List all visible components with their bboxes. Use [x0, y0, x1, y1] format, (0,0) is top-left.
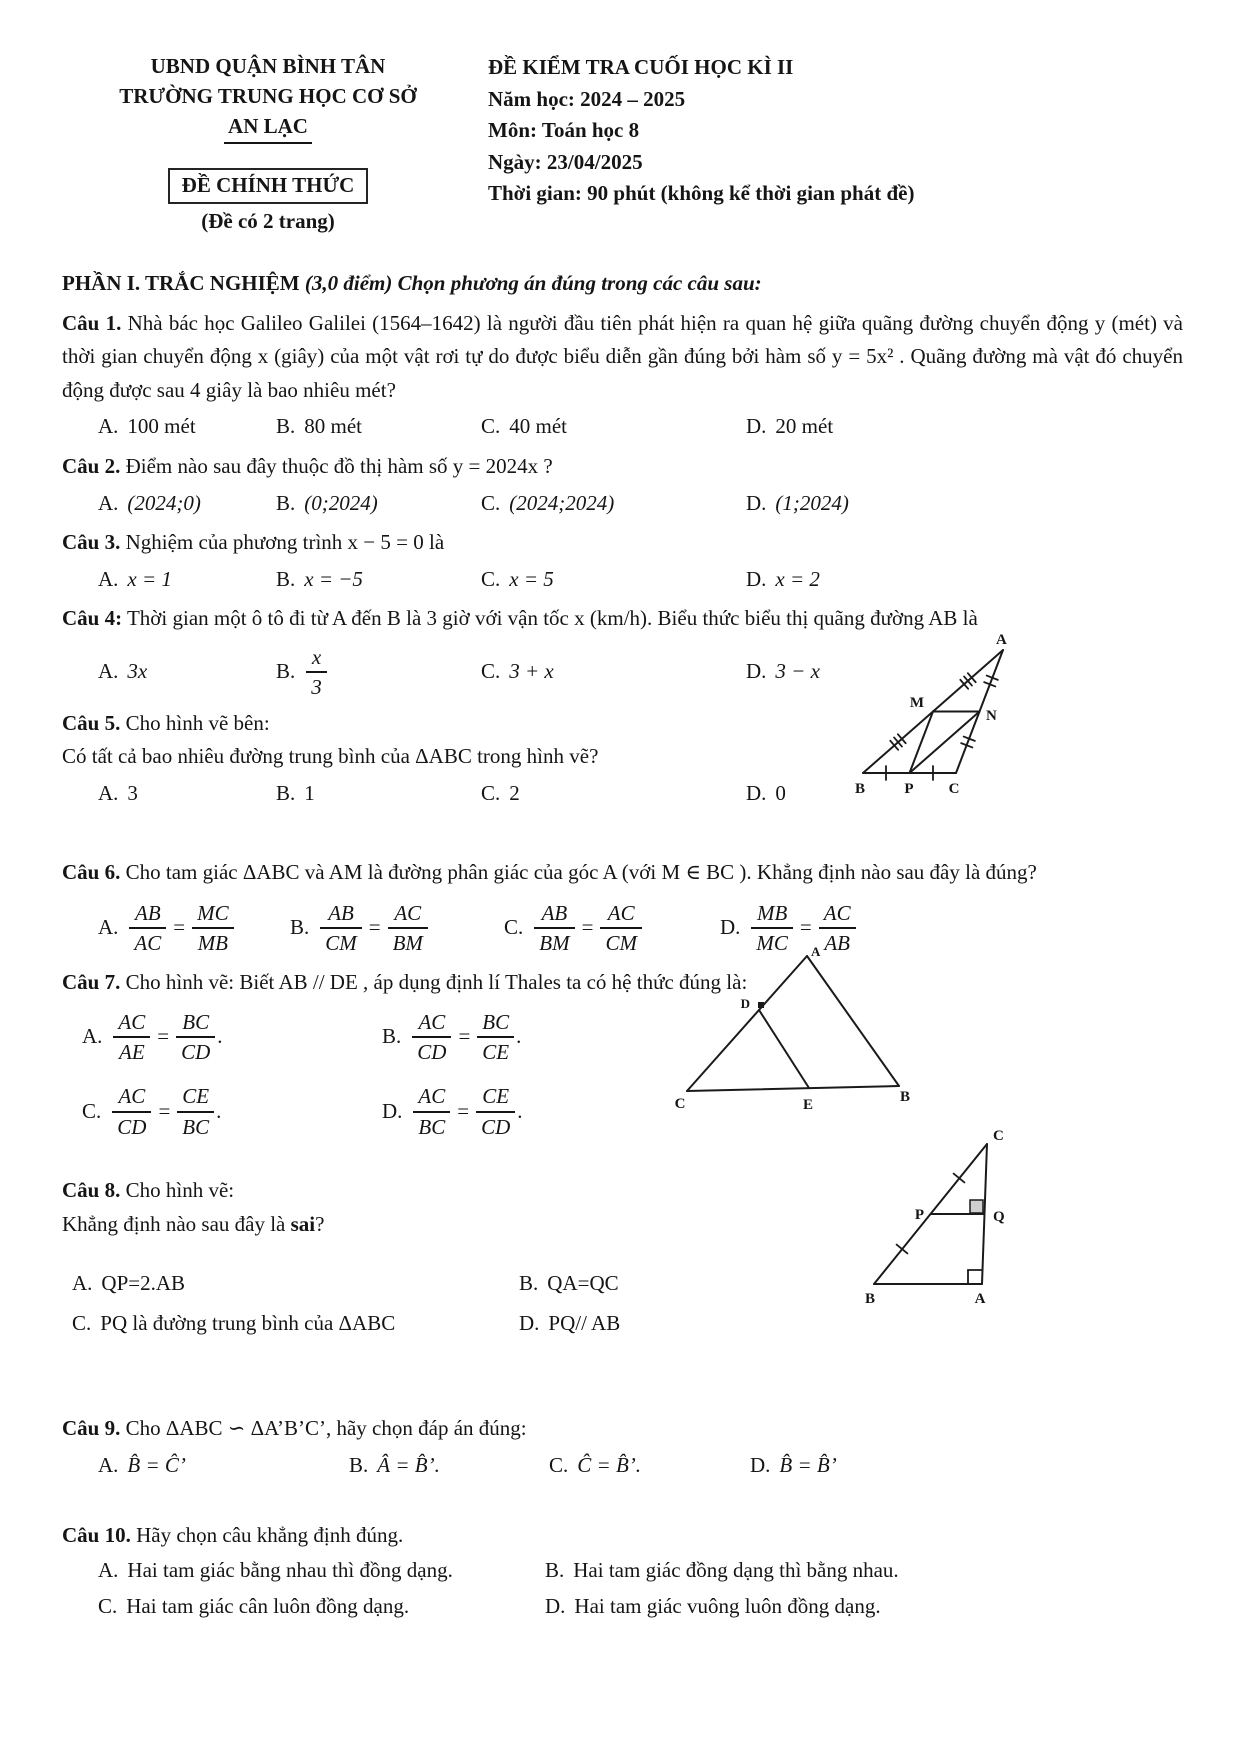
question-5-body: Có tất cả bao nhiêu đường trung bình của ΔABC trong hình vẽ? — [62, 744, 599, 769]
fraction-denominator: CD — [417, 1040, 447, 1065]
fraction-numerator: MC — [192, 900, 234, 929]
question-2-options — [62, 487, 1183, 521]
header-issuer-block — [62, 52, 474, 237]
fraction — [112, 1083, 151, 1140]
question-9-options — [62, 1449, 1183, 1483]
option-key: C. — [481, 780, 501, 805]
fraction-denominator: BM — [539, 931, 570, 956]
fraction — [113, 1009, 150, 1066]
question-8-body-pre: Khẳng định nào sau đây là — [62, 1211, 291, 1236]
option-key: C. — [481, 566, 501, 591]
option-key: A. — [98, 1558, 119, 1583]
fraction-denominator: AE — [119, 1040, 145, 1065]
question-2 — [62, 450, 1183, 520]
part1-heading — [62, 267, 1183, 301]
exam-title: ĐỀ KIỂM TRA CUỐI HỌC KÌ II — [488, 55, 794, 79]
question-7-label: Câu 7. — [62, 970, 121, 995]
question-7-body: Cho hình vẽ: Biết AB // DE , áp dụng định lí Thales ta có hệ thức đúng là: — [125, 970, 748, 995]
official-exam-stamp: ĐỀ CHÍNH THỨC — [168, 168, 369, 204]
option-3a — [98, 563, 276, 597]
question-7-figure-thales-triangle — [662, 946, 922, 1116]
option-key: B. — [276, 414, 296, 439]
option-text: x = 1 — [127, 566, 172, 591]
vertex-label-m: M — [909, 695, 924, 711]
question-7-options — [62, 1009, 702, 1140]
fraction-numerator: AC — [412, 1009, 451, 1038]
option-4a — [98, 655, 276, 689]
fraction — [477, 1009, 514, 1066]
subject: Môn: Toán học 8 — [488, 118, 640, 142]
option-key: B. — [349, 1452, 369, 1477]
question-1-text — [62, 307, 1183, 408]
question-4-label: Câu 4: — [62, 606, 123, 631]
part1-subtitle: (3,0 điểm) Chọn phương án đúng trong các câu sau: — [304, 271, 762, 296]
option-key: D. — [746, 414, 767, 439]
option-text: 80 mét — [304, 414, 363, 439]
option-key: A. — [98, 566, 119, 591]
option-10b — [545, 1554, 1183, 1588]
question-10-text — [62, 1519, 1183, 1553]
question-10 — [62, 1519, 1183, 1624]
question-5-figure-triangle-midsegments — [838, 628, 1053, 803]
option-1a — [98, 410, 276, 444]
option-key: B. — [276, 490, 296, 515]
fraction — [413, 1083, 450, 1140]
official-stamp-wrap — [62, 168, 474, 204]
fraction-denominator: CM — [605, 931, 637, 956]
vertex-label-b: B — [854, 781, 866, 797]
vertex-label-a: A — [996, 632, 1007, 648]
option-text: 100 mét — [127, 414, 196, 439]
option-text: Hai tam giác cân luôn đồng dạng. — [126, 1593, 410, 1618]
option-key: B. — [382, 1024, 402, 1049]
question-8-body-post: ? — [315, 1211, 325, 1236]
fraction — [177, 1083, 214, 1140]
option-8c — [72, 1307, 519, 1341]
fraction-denominator: CD — [181, 1040, 211, 1065]
option-7a — [82, 1009, 382, 1066]
option-key: A. — [98, 490, 119, 515]
option-key: D. — [519, 1310, 540, 1335]
option-key: B. — [519, 1271, 539, 1296]
question-10-label: Câu 10. — [62, 1522, 131, 1547]
option-key: C. — [481, 490, 501, 515]
option-key: D. — [750, 1452, 771, 1477]
option-text: 2 — [509, 780, 520, 805]
option-text: Â = B̂’. — [377, 1452, 440, 1477]
equals-sign: = — [458, 1024, 471, 1049]
fraction-numerator: AC — [819, 900, 856, 929]
fraction-denominator: CE — [482, 1040, 510, 1065]
option-key: B. — [276, 780, 296, 805]
header-exam-info-block — [488, 52, 914, 237]
fraction — [534, 900, 574, 957]
fraction-numerator: MB — [751, 900, 793, 929]
equals-sign: = — [157, 1024, 170, 1049]
fraction-numerator: AC — [388, 900, 428, 929]
equals-sign: = — [457, 1098, 470, 1123]
document-header — [62, 52, 1183, 237]
question-7-text — [62, 966, 1183, 1000]
page-count-note: (Đề có 2 trang) — [201, 209, 335, 234]
option-key: B. — [290, 915, 310, 940]
question-1 — [62, 307, 1183, 444]
equals-sign: = — [158, 1098, 171, 1123]
option-key: C. — [481, 659, 501, 684]
question-3-text — [62, 526, 1183, 560]
option-9a — [98, 1449, 349, 1483]
fraction-denominator: MB — [197, 931, 229, 956]
part1-title: PHẦN I. TRẮC NGHIỆM — [62, 271, 300, 296]
vertex-label-p: P — [904, 781, 914, 797]
option-text: Ĉ = B̂’. — [577, 1452, 642, 1477]
fraction-denominator: BC — [418, 1114, 446, 1139]
option-8d — [519, 1307, 1183, 1341]
question-3-options — [62, 563, 1183, 597]
question-6-text — [62, 856, 1183, 890]
question-5-label: Câu 5. — [62, 710, 121, 735]
question-10-options-row2 — [62, 1590, 1183, 1624]
option-key: A. — [98, 414, 119, 439]
fraction-numerator: CE — [476, 1083, 515, 1112]
option-key: C. — [98, 1593, 118, 1618]
question-8-body-em: sai — [290, 1211, 316, 1236]
option-text: PQ là đường trung bình của ΔABC — [100, 1310, 396, 1335]
option-key: A. — [72, 1271, 93, 1296]
option-key: C. — [72, 1310, 92, 1335]
fraction — [600, 900, 642, 957]
option-text: 0 — [775, 780, 786, 805]
fraction-numerator: AB — [534, 900, 574, 929]
fraction-denominator: CD — [481, 1114, 511, 1139]
right-angle-mark-q — [970, 1200, 983, 1213]
fraction-numerator: x — [306, 644, 327, 673]
fraction-denominator: AB — [824, 931, 851, 956]
option-text: B̂ = B̂’ — [779, 1452, 837, 1477]
issuer-line1: UBND QUẬN BÌNH TÂN — [150, 54, 386, 78]
option-text: x = −5 — [304, 566, 363, 591]
option-text: 1 — [304, 780, 315, 805]
equals-sign: = — [799, 915, 812, 940]
option-9d — [750, 1449, 1183, 1483]
vertex-label-b: B — [864, 1291, 876, 1307]
issuer-line3 — [62, 112, 474, 145]
option-suffix: . — [216, 1098, 222, 1123]
fraction — [192, 900, 234, 957]
option-text: x = 5 — [509, 566, 554, 591]
option-text: 3 — [127, 780, 138, 805]
option-6b — [290, 900, 504, 957]
vertex-label-b: B — [899, 1089, 911, 1105]
option-key: C. — [549, 1452, 569, 1477]
question-9-text — [62, 1412, 1183, 1446]
issuer-line2: TRƯỜNG TRUNG HỌC CƠ SỞ — [119, 83, 417, 108]
question-6 — [62, 856, 1183, 956]
option-9c — [549, 1449, 750, 1483]
fraction-numerator: AB — [320, 900, 362, 929]
question-6-options — [62, 900, 1183, 957]
option-key: D. — [545, 1593, 566, 1618]
question-2-label: Câu 2. — [62, 454, 121, 479]
option-5b — [276, 777, 481, 811]
school-year: Năm học: 2024 – 2025 — [488, 86, 686, 111]
fraction-denominator: 3 — [311, 675, 322, 700]
option-key: D. — [720, 915, 741, 940]
option-key: C. — [82, 1098, 102, 1123]
option-key: A. — [82, 1024, 103, 1049]
option-1d — [746, 410, 1183, 444]
fraction-denominator: MC — [756, 931, 788, 956]
fraction — [129, 900, 166, 957]
option-10c — [98, 1590, 545, 1624]
option-key: D. — [746, 566, 767, 591]
fraction — [306, 644, 327, 701]
right-angle-mark-a — [968, 1270, 983, 1284]
question-1-body: Nhà bác học Galileo Galilei (1564–1642) là người đầu tiên phát hiện ra quan hệ giữa quãng đường chuyển động y (mét) và thời gian chuyển động x (giây) của một vật rơi tự do được biểu diễn gần đúng bởi hàm số y = 5x² . Quãng đường mà vật đó chuyển động được sau 4 giây là bao nhiêu mét? — [62, 310, 1184, 402]
option-4c — [481, 655, 746, 689]
fraction-numerator: AB — [129, 900, 166, 929]
fraction-numerator: CE — [177, 1083, 214, 1112]
equals-sign: = — [368, 915, 381, 940]
option-text: QP=2.AB — [101, 1271, 186, 1296]
option-key: A. — [98, 659, 119, 684]
fraction — [388, 900, 428, 957]
option-8a — [72, 1267, 519, 1301]
question-4-body: Thời gian một ô tô đi từ A đến B là 3 giờ với vận tốc x (km/h). Biểu thức biểu thị quãng đường AB là — [126, 606, 978, 631]
option-3d — [746, 563, 1183, 597]
question-10-body: Hãy chọn câu khẳng định đúng. — [136, 1522, 404, 1547]
option-6a — [98, 900, 290, 957]
option-2a — [98, 487, 276, 521]
fraction — [476, 1083, 515, 1140]
option-text: x = 2 — [775, 566, 820, 591]
option-key: B. — [276, 566, 296, 591]
school-name: AN LẠC — [224, 112, 312, 145]
question-2-body: Điểm nào sau đây thuộc đồ thị hàm số y = 2024x ? — [125, 454, 553, 479]
vertex-label-p: P — [914, 1207, 924, 1223]
question-7 — [62, 966, 1183, 1140]
option-10a — [98, 1554, 545, 1588]
option-key: D. — [746, 659, 767, 684]
option-2b — [276, 487, 481, 521]
option-key: C. — [481, 414, 501, 439]
option-7b — [382, 1009, 702, 1066]
option-text: Hai tam giác vuông luôn đồng dạng. — [574, 1593, 881, 1618]
option-suffix: . — [517, 1098, 523, 1123]
question-9-label: Câu 9. — [62, 1416, 121, 1441]
option-key: D. — [746, 780, 767, 805]
option-key: C. — [504, 915, 524, 940]
option-suffix: . — [516, 1024, 522, 1049]
option-1b — [276, 410, 481, 444]
option-suffix: . — [217, 1024, 223, 1049]
vertex-label-c: C — [948, 781, 960, 797]
question-1-label: Câu 1. — [62, 310, 122, 335]
option-text: (0;2024) — [304, 490, 378, 515]
option-key: B. — [545, 1558, 565, 1583]
option-text: (2024;2024) — [509, 490, 615, 515]
fraction-numerator: AC — [600, 900, 642, 929]
fraction — [412, 1009, 451, 1066]
option-7c — [82, 1083, 382, 1140]
question-3-label: Câu 3. — [62, 530, 121, 555]
option-text: Hai tam giác bằng nhau thì đồng dạng. — [127, 1558, 453, 1583]
question-7-options-row2 — [62, 1083, 702, 1140]
option-text: 3x — [127, 659, 148, 684]
option-2c — [481, 487, 746, 521]
fraction-numerator: BC — [176, 1009, 215, 1038]
fraction-denominator: BM — [392, 931, 423, 956]
question-3-body: Nghiệm của phương trình x − 5 = 0 là — [125, 530, 445, 555]
option-5a — [98, 777, 276, 811]
option-key: A. — [98, 915, 119, 940]
option-1c — [481, 410, 746, 444]
question-8-intro-text: Cho hình vẽ: — [125, 1177, 235, 1202]
option-text: (1;2024) — [775, 490, 849, 515]
question-6-body: Cho tam giác ΔABC và AM là đường phân giác của góc A (với M ∈ BC ). Khẳng định nào sau đây là đúng? — [125, 860, 1037, 885]
fraction-numerator: AC — [112, 1083, 151, 1112]
option-3c — [481, 563, 746, 597]
fraction-numerator: BC — [477, 1009, 514, 1038]
fraction-denominator: AC — [134, 931, 162, 956]
option-key: D. — [746, 490, 767, 515]
option-8b — [519, 1267, 1183, 1301]
option-text: PQ// AB — [548, 1310, 621, 1335]
option-text: 20 mét — [775, 414, 834, 439]
vertex-label-a: A — [811, 946, 821, 959]
question-5-intro-text: Cho hình vẽ bên: — [125, 710, 270, 735]
option-text: 3 − x — [775, 659, 820, 684]
vertex-label-a: A — [974, 1291, 986, 1307]
option-4b — [276, 644, 481, 701]
question-8-label: Câu 8. — [62, 1177, 121, 1202]
option-7d — [382, 1083, 702, 1140]
question-3 — [62, 526, 1183, 596]
question-10-options-row1 — [62, 1554, 1183, 1588]
exam-date: Ngày: 23/04/2025 — [488, 149, 643, 174]
option-10d — [545, 1590, 1183, 1624]
option-text: Hai tam giác đồng dạng thì bằng nhau. — [573, 1558, 899, 1583]
fraction-numerator: AC — [113, 1009, 150, 1038]
fraction-denominator: BC — [182, 1114, 210, 1139]
equals-sign: = — [173, 915, 186, 940]
question-1-options — [62, 410, 1183, 444]
vertex-label-n: N — [986, 708, 997, 724]
option-text: QA=QC — [547, 1271, 619, 1296]
option-key: B. — [276, 659, 296, 684]
question-6-label: Câu 6. — [62, 860, 121, 885]
option-text: (2024;0) — [127, 490, 201, 515]
exam-duration: Thời gian: 90 phút (không kể thời gian phát đề) — [488, 181, 915, 205]
question-2-text — [62, 450, 1183, 484]
fraction-denominator: CD — [117, 1114, 147, 1139]
vertex-label-e: E — [802, 1097, 814, 1113]
question-7-options-row1 — [62, 1009, 702, 1066]
fraction-numerator: AC — [413, 1083, 450, 1112]
vertex-label-d: D — [740, 996, 750, 1011]
option-text: 3 + x — [509, 659, 554, 684]
question-9 — [62, 1412, 1183, 1482]
option-5c — [481, 777, 746, 811]
vertex-label-q: Q — [993, 1209, 1005, 1225]
question-9-body: Cho ΔABC ∽ ΔA’B’C’, hãy chọn đáp án đúng: — [125, 1416, 527, 1441]
option-3b — [276, 563, 481, 597]
option-9b — [349, 1449, 549, 1483]
option-key: A. — [98, 780, 119, 805]
question-8-figure-right-triangle — [856, 1126, 1026, 1316]
vertex-label-c: C — [674, 1096, 686, 1112]
vertex-label-c: C — [993, 1128, 1004, 1144]
point-d-marker — [758, 1002, 764, 1008]
option-text: 40 mét — [509, 414, 568, 439]
equals-sign: = — [581, 915, 594, 940]
fraction — [320, 900, 362, 957]
fraction — [176, 1009, 215, 1066]
option-key: A. — [98, 1452, 119, 1477]
option-key: D. — [382, 1098, 403, 1123]
option-2d — [746, 487, 1183, 521]
fraction-denominator: CM — [325, 931, 357, 956]
option-text: B̂ = Ĉ’ — [127, 1452, 186, 1477]
